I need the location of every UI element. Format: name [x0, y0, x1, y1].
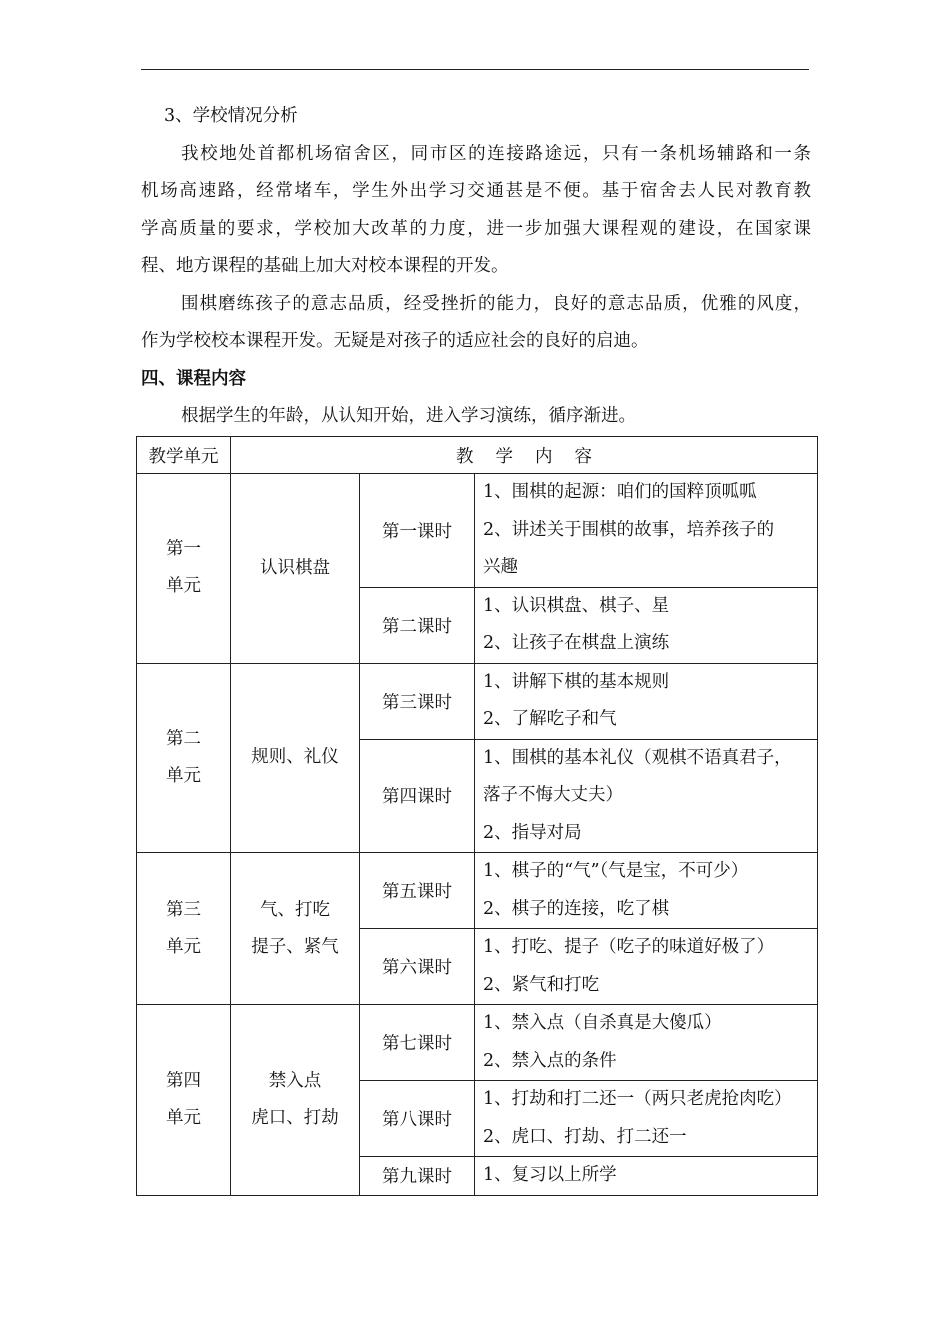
lesson-item: 2、禁入点的条件 — [483, 1050, 617, 1071]
table-row — [137, 663, 818, 739]
unit-topic — [231, 853, 360, 1005]
unit-name-line: 单元 — [166, 936, 201, 957]
lesson-label: 第五课时 — [360, 853, 475, 929]
section-3 — [141, 98, 811, 436]
lesson-item: 2、棋子的连接，吃了棋 — [483, 898, 670, 919]
lesson-content — [475, 587, 818, 663]
lesson-item: 落子不悔大丈夫） — [483, 785, 623, 805]
lesson-item: 1、复习以上所学 — [483, 1165, 617, 1185]
lesson-item: 1、打吃、提子（吃子的味道好极了） — [483, 937, 775, 957]
table-row — [137, 474, 818, 588]
lesson-content — [475, 663, 818, 739]
unit-name-line: 第一 — [166, 539, 201, 560]
lesson-item: 兴趣 — [483, 557, 518, 577]
lesson-item: 1、打劫和打二还一（两只老虎抢肉吃） — [483, 1089, 792, 1109]
unit-name — [137, 853, 231, 1005]
lesson-label: 第六课时 — [360, 929, 475, 1005]
lesson-label: 第一课时 — [360, 474, 475, 588]
unit-name — [137, 663, 231, 853]
lesson-item: 1、围棋的基本礼仪（观棋不语真君子， — [483, 747, 792, 768]
lesson-label: 第八课时 — [360, 1081, 475, 1157]
table-header-row — [137, 437, 818, 474]
lesson-content — [475, 1157, 818, 1196]
unit-name-line: 第三 — [166, 899, 201, 920]
paragraph-line: 程、地方课程的基础上加大对校本课程的开发。 — [141, 256, 509, 276]
lesson-item: 2、指导对局 — [483, 822, 582, 843]
unit-topic-line: 气、打吃 — [260, 899, 330, 920]
lesson-item: 1、棋子的“气”（气是宝，不可少） — [483, 861, 749, 881]
section-4-heading: 四、课程内容 — [141, 368, 246, 389]
lesson-item: 1、讲解下棋的基本规则 — [483, 671, 670, 692]
header-content — [231, 437, 818, 474]
unit-name-line: 第二 — [166, 728, 201, 749]
table-row — [137, 1005, 818, 1081]
unit-name — [137, 1005, 231, 1196]
lesson-label: 第二课时 — [360, 587, 475, 663]
header-content-label: 教学内容 — [456, 446, 614, 467]
lesson-content — [475, 1081, 818, 1157]
table-row — [137, 853, 818, 929]
unit-topic — [231, 474, 360, 664]
section-4-intro: 根据学生的年龄，从认知开始，进入学习演练，循序渐进。 — [181, 406, 636, 426]
lesson-label: 第九课时 — [360, 1157, 475, 1196]
lesson-content — [475, 739, 818, 853]
unit-name-line: 第四 — [166, 1070, 201, 1091]
section-3-heading: 3、学校情况分析 — [164, 106, 298, 126]
lesson-content — [475, 1005, 818, 1081]
lesson-label: 第三课时 — [360, 663, 475, 739]
lesson-label: 第七课时 — [360, 1005, 475, 1081]
lesson-item: 1、围棋的起源：咱们的国粹顶呱呱 — [483, 482, 757, 502]
lesson-item: 1、禁入点（自杀真是大傻瓜） — [483, 1013, 722, 1033]
unit-topic-line: 规则、礼仪 — [251, 747, 339, 768]
paragraph-line: 围棋磨练孩子的意志品质，经受挫折的能力，良好的意志品质，优雅的风度， — [181, 293, 811, 314]
header-unit: 教学单元 — [137, 437, 231, 474]
paragraph-line: 作为学校校本课程开发。无疑是对孩子的适应社会的良好的启迪。 — [141, 331, 649, 351]
lesson-content — [475, 853, 818, 929]
unit-topic-line: 提子、紧气 — [251, 936, 339, 957]
lesson-item: 2、讲述关于围棋的故事，培养孩子的 — [483, 519, 775, 540]
unit-topic — [231, 1005, 360, 1196]
page-top-rule — [141, 69, 809, 70]
lesson-label: 第四课时 — [360, 739, 475, 853]
unit-name-line: 单元 — [166, 765, 201, 786]
unit-name-line: 单元 — [166, 576, 201, 597]
unit-name — [137, 474, 231, 664]
lesson-item: 2、紧气和打吃 — [483, 974, 600, 995]
lesson-item: 1、认识棋盘、棋子、星 — [483, 595, 670, 616]
lesson-content — [475, 929, 818, 1005]
unit-topic-line: 虎口、打劫 — [251, 1107, 339, 1128]
lesson-item: 2、虎口、打劫、打二还一 — [483, 1126, 687, 1147]
paragraph-line: 机场高速路，经常堵车，学生外出学习交通甚是不便。基于宿舍去人民对教育教 — [141, 181, 811, 201]
paragraph-line: 学高质量的要求，学校加大改革的力度，进一步加强大课程观的建设，在国家课 — [141, 218, 811, 239]
unit-name-line: 单元 — [166, 1107, 201, 1128]
course-content-table — [136, 436, 818, 1196]
unit-topic — [231, 663, 360, 853]
lesson-item: 2、让孩子在棋盘上演练 — [483, 633, 670, 653]
lesson-item: 2、了解吃子和气 — [483, 709, 617, 729]
paragraph-line: 我校地处首都机场宿舍区，同市区的连接路途远，只有一条机场辅路和一条 — [181, 143, 811, 164]
unit-topic-line: 禁入点 — [268, 1070, 322, 1091]
unit-topic-line: 认识棋盘 — [260, 557, 330, 578]
lesson-content — [475, 474, 818, 588]
